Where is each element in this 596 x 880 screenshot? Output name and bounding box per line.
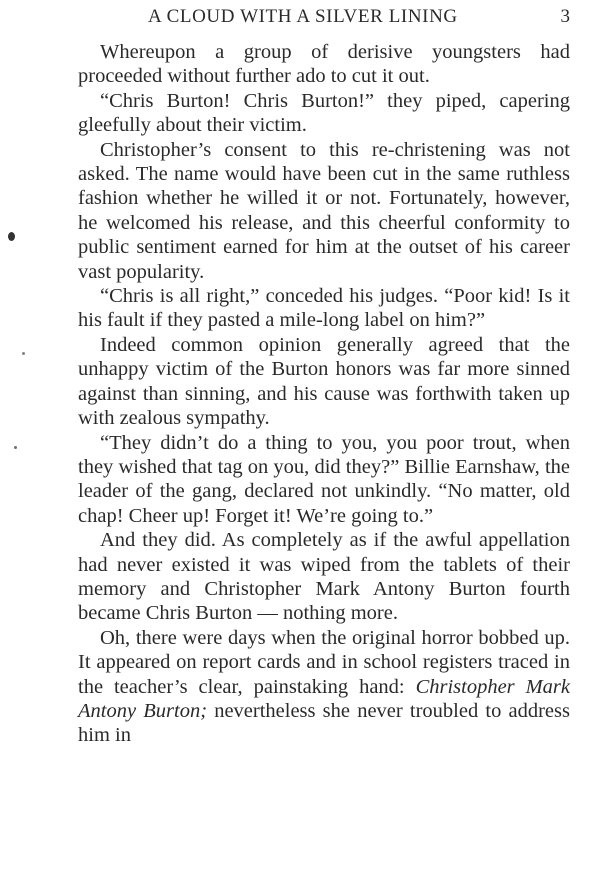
paragraph-text: nevertheless she never troubled to address him in [78, 699, 570, 747]
page-number: 3 [560, 6, 570, 27]
margin-blemish [22, 352, 25, 355]
paragraph: And they did. As completely as if the awful appellation had never existed it was wiped from the tablets of their memory and Christopher Mark Antony Burton fourth became Chris Burton — nothing more. [78, 529, 570, 625]
margin-blemish [14, 446, 17, 449]
running-title: A CLOUD WITH A SILVER LINING [148, 6, 458, 27]
italic-name: Christopher Mark Antony Burton; [78, 675, 571, 722]
paragraph: Whereupon a group of derisive youngsters had proceeded without further ado to cut it out. [78, 41, 570, 88]
body-text [78, 40, 570, 748]
paragraph: “They didn’t do a thing to you, you poor trout, when they wished that tag on you, did they?” Billie Earnshaw, the leader of the gang, declared not unkindly. “No matter, old chap! Cheer up! Forget it! We’re going to.” [78, 431, 570, 527]
paragraph: “Chris is all right,” conceded his judges. “Poor kid! Is it his fault if they pasted a mile-long label on him?” [78, 285, 570, 332]
paragraph: Indeed common opinion generally agreed that the unhappy victim of the Burton honors was far more sinned against than sinning, and his cause was forthwith taken up with zealous sympathy. [78, 333, 570, 430]
paragraph: “Chris Burton! Chris Burton!” they piped, capering gleefully about their victim. [78, 89, 570, 137]
paragraph [78, 626, 570, 748]
paragraph-text: Oh, there were days when the original horror bobbed up. It appeared on report cards and in school registers traced in the teacher’s clear, painstaking hand: [78, 626, 570, 698]
running-head [78, 6, 570, 30]
margin-blemish [8, 232, 15, 241]
paragraph: Christopher’s consent to this re-christening was not asked. The name would have been cut in the same ruthless fashion whether he willed it or not. Fortunately, however, he welcomed his release, and this cheerful conformity to public sentiment earned for him at the outset of his career vast popularity. [78, 138, 570, 283]
